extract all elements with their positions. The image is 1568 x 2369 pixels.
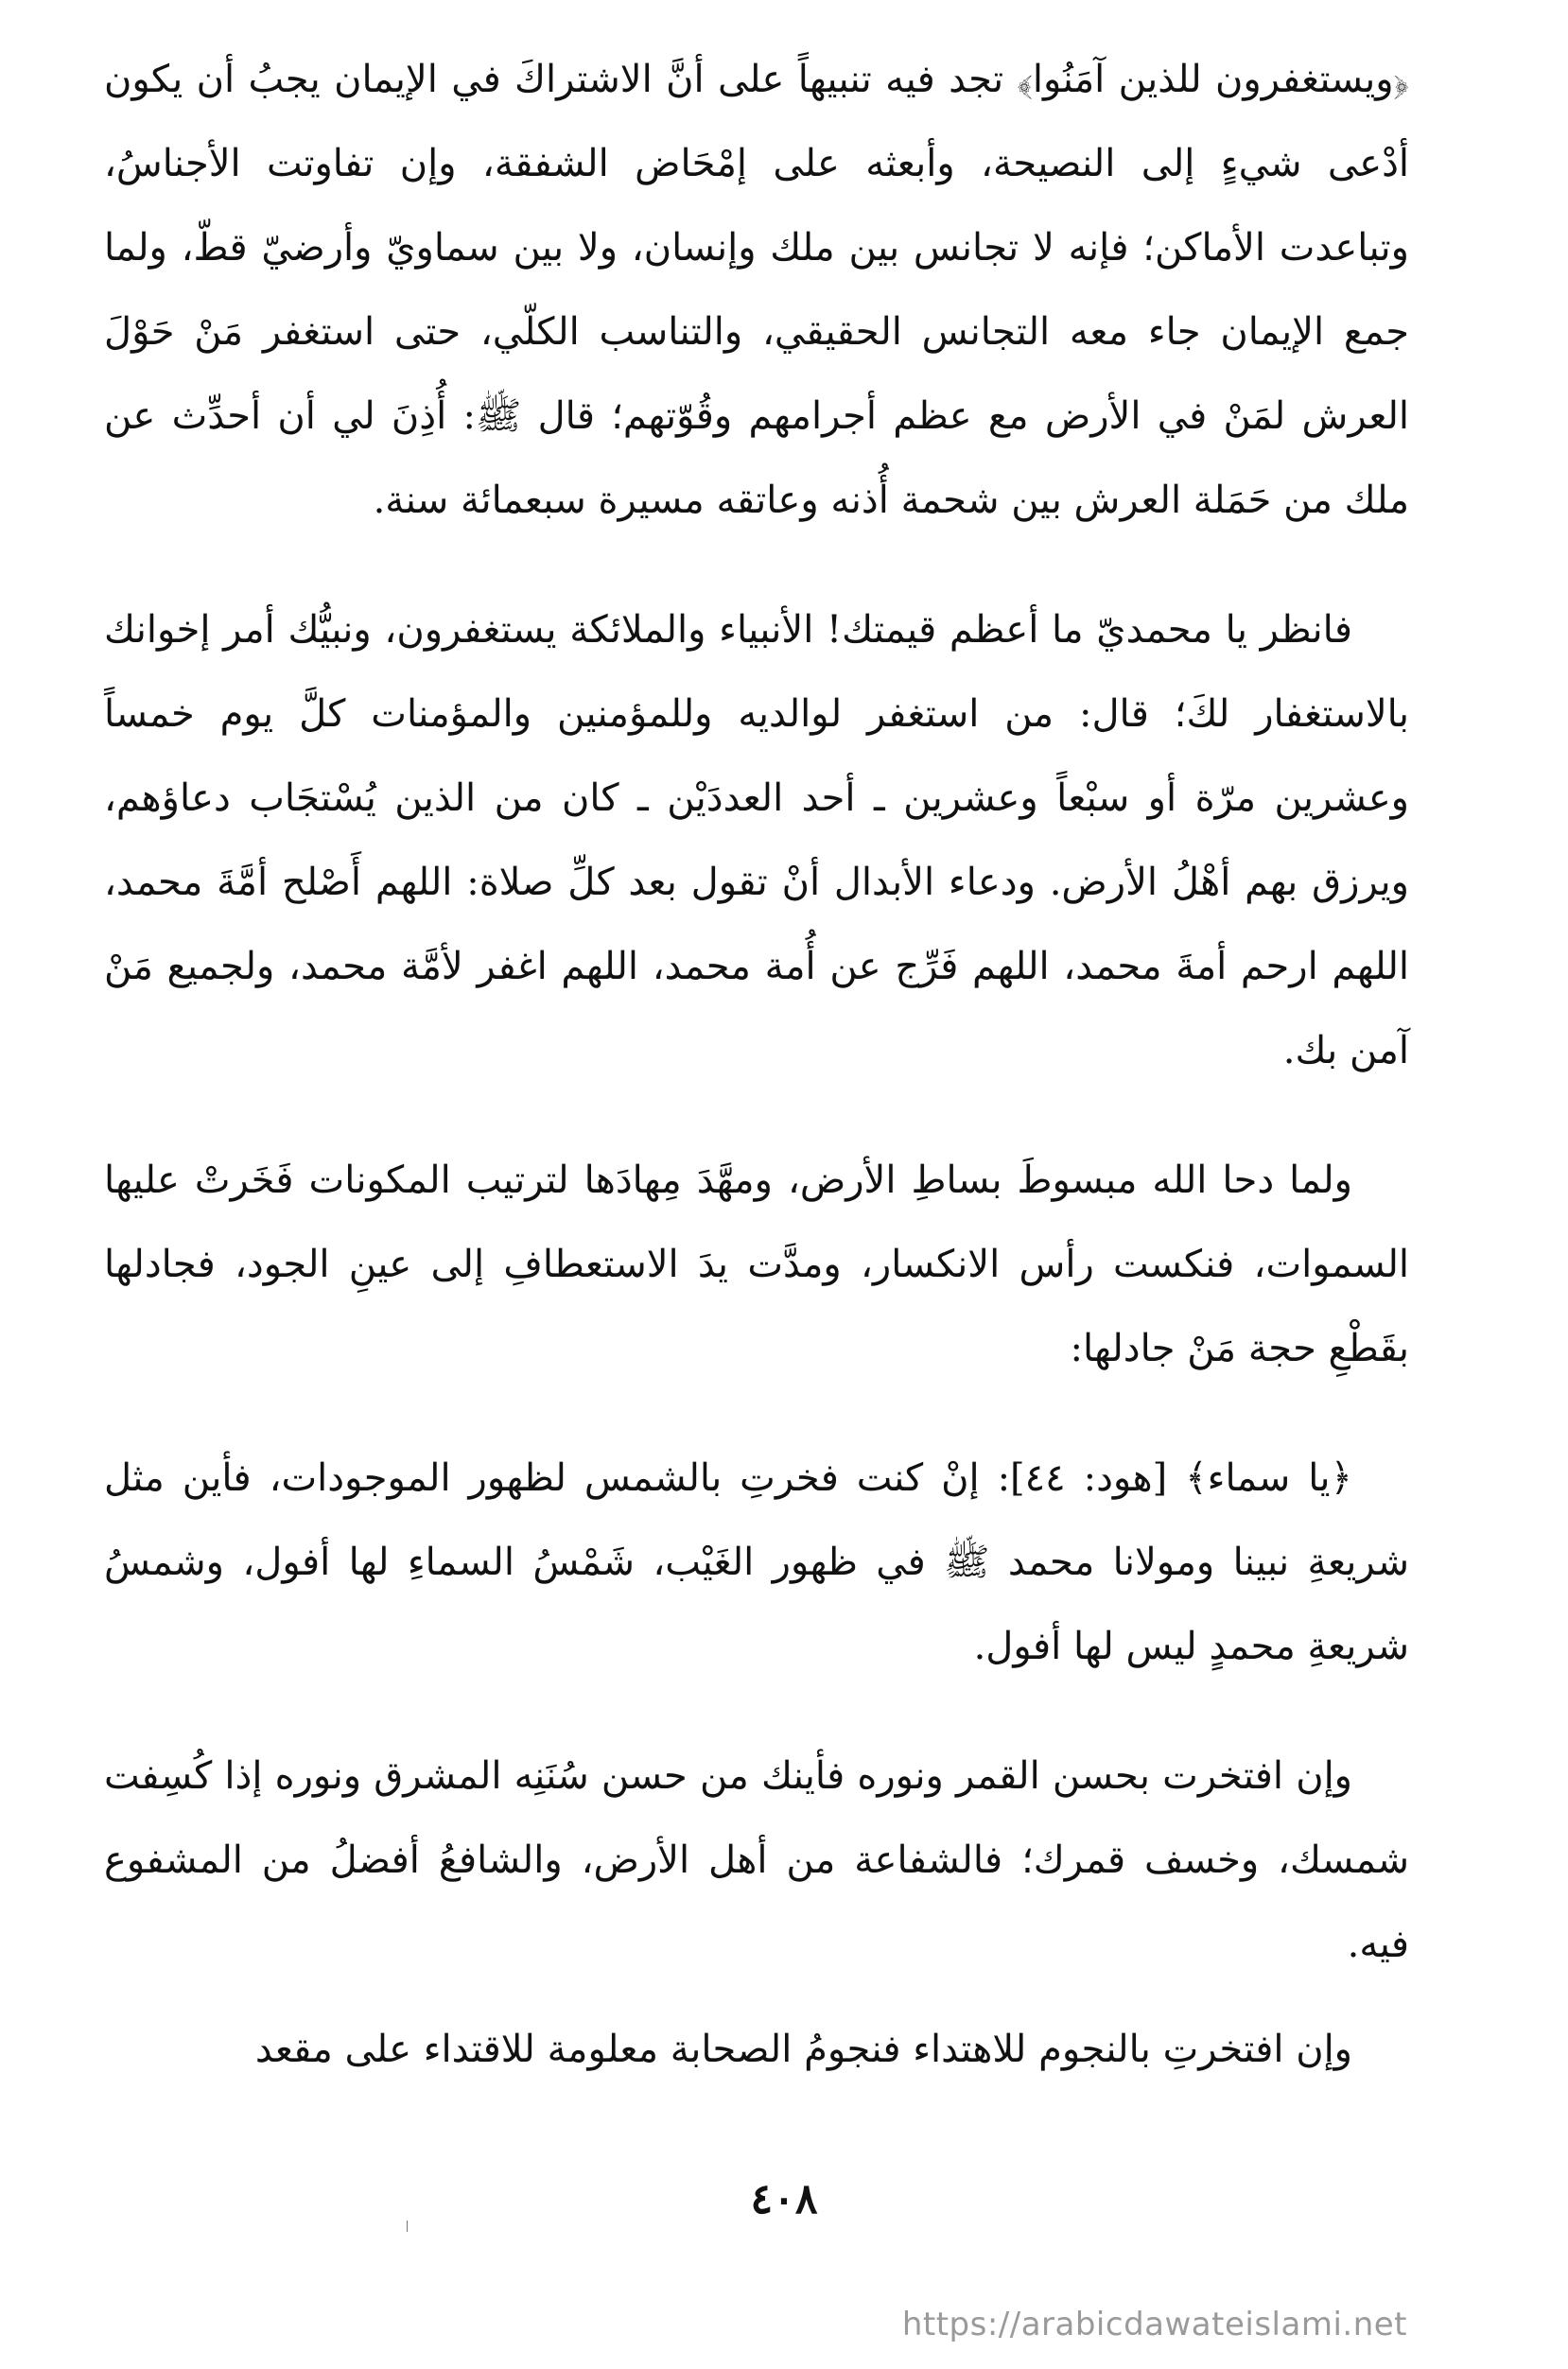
footer-mark [407,2221,408,2232]
paragraph-1: ﴿ويستغفرون للذين آمَنُوا﴾ تجد فيه تنبيهاً على أنَّ الاشتراكَ في الإيمان يجبُ أن يكون أدْعى شيءٍ إلى النصيحة، وأبعثه على إمْحَاض الشفقة، وإن تفاوتت الأجناسُ، وتباعدت الأماكن؛ فإنه لا تجانس بين ملك وإنسان، ولا بين سماويّ وأرضيّ قطّ، ولما جمع الإيمان جاء معه التجانس الحقيقي، والتناسب الكلّي، حتى استغفر مَنْ حَوْلَ العرش لمَنْ في الأرض مع عظم أجرامهم وقُوّتهم؛ قال ﷺ: أُذِنَ لي أن أحدِّث عن ملك من حَمَلة العرش بين شحمة أُذنه وعاتقه مسيرة سبعمائة سنة. [104,58,1409,522]
watermark-url: https://arabicdawateislami.net [901,2306,1407,2343]
page-body [104,38,1409,2241]
paragraph-2: فانظر يا محمديّ ما أعظم قيمتك! الأنبياء والملائكة يستغفرون، ونبيُّك أمر إخوانك بالاستغفار لكَ؛ قال: من استغفر لوالديه وللمؤمنين والمؤمنات كلَّ يوم خمساً وعشرين مرّة أو سبْعاً وعشرين ـ أحد العددَيْن ـ كان من الذين يُسْتجَاب دعاؤهم، ويرزق بهم أهْلُ الأرض. ودعاء الأبدال أنْ تقول بعد كلِّ صلاة: اللهم أَصْلح أمَّةَ محمد، اللهم ارحم أمةَ محمد، اللهم فَرِّج عن أُمة محمد، اللهم اغفر لأمَّة محمد، ولجميع مَنْ آمن بك. [104,608,1409,1072]
paragraph-3: ولما دحا الله مبسوطَ بساطِ الأرض، ومهَّدَ مِهادَها لترتيب المكونات فَخَرتْ عليها السموات، فنكست رأس الانكسار، ومدَّت يدَ الاستعطافِ إلى عينِ الجود، فجادلها بقَطْعِ حجة مَنْ جادلها: [104,1158,1409,1370]
page-number: ٤٠٨ [750,2175,818,2223]
paragraph-4: ﴿يا سماء﴾ [هود: ٤٤]: إنْ كنت فخرتِ بالشمس لظهور الموجودات، فأين مثل شريعةِ نبينا ومولانا محمد ﷺ في ظهور الغَيْب، شَمْسُ السماءِ لها أفول، وشمسُ شريعةِ محمدٍ ليس لها أفول. [104,1456,1409,1668]
paragraph-6: وإن افتخرتِ بالنجوم للاهتداء فنجومُ الصحابة معلومة للاقتداء على مقعد [254,2028,1352,2071]
paragraph-5: وإن افتخرت بحسن القمر ونوره فأينك من حسن سُنَنِه المشرق ونوره إذا كُسِفت شمسك، وخسف قمرك؛ فالشفاعة من أهل الأرض، والشافعُ أفضلُ من المشفوع فيه. [104,1754,1409,1966]
